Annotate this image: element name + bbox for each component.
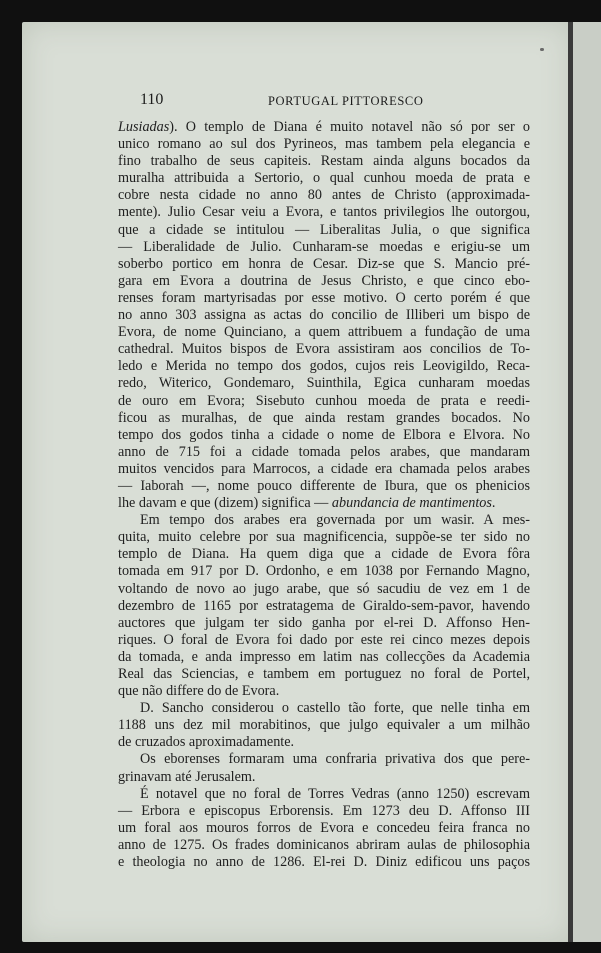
- text-line: D. Sancho considerou o castello tão forte, que nelle tinha em: [140, 700, 530, 717]
- paper-speck: [540, 48, 544, 51]
- text-line: Real das Sciencias, e tambem em portuguez no foral de Portel,: [118, 666, 530, 682]
- text-line: gara em Evora a doutrina de Jesus Christo, e que cinco ebo-: [118, 272, 530, 289]
- text-line: grinavam até Jerusalem.: [118, 768, 256, 785]
- page-header: [140, 91, 530, 111]
- page-number: 110: [140, 91, 164, 108]
- text-line: e theologia no anno de 1286. El-rei D. Diniz edificou uns paços: [118, 854, 530, 871]
- text-line: mente). Julio Cesar veiu a Evora, e tantos privilegios lhe outorgou,: [118, 204, 530, 221]
- text-line: muitos vencidos para Marrocos, a cidade era chamada pelos arabes: [118, 460, 530, 477]
- text-line: cobre nesta cidade no anno 80 antes de Christo (approximada-: [118, 187, 530, 204]
- text-line: — Iaborah —, nome pouco differente de Ibura, que os phenicios: [118, 477, 530, 494]
- text-line: fino trabalho de seus capiteis. Restam ainda alguns bocados da: [118, 153, 530, 170]
- text-line: dezembro de 1165 por estratagema de Giraldo-sem-pavor, havendo: [118, 597, 530, 614]
- text-line: ficou as muralhas, de que ainda restam grandes bocados. No: [118, 409, 530, 426]
- text-line: tomada em 917 por D. Ordonho, e em 1038 por Fernando Magno,: [118, 563, 530, 580]
- text-line: soberbo portico em honra de Cesar. Diz-se que S. Mancio pré-: [118, 255, 530, 272]
- text-line: de ouro em Evora; Sisebuto cunhou moeda de prata e reedi-: [118, 392, 530, 409]
- text-line: que a cidade se intitulou — Liberalitas Julia, o que significa: [118, 221, 530, 238]
- facing-page-edge: [573, 22, 601, 942]
- text-line: que não differe do de Evora.: [118, 683, 280, 700]
- text-line: unico romano ao sul dos Pyrineos, mas tambem pela elegancia e: [118, 136, 530, 153]
- text-line: Os eborenses formaram uma confraria privativa dos que pere-: [140, 751, 530, 768]
- text-line: 1188 uns dez mil morabitinos, que julgo equivaler a um milhão: [118, 717, 530, 734]
- text-line: anno de 1275. Os frades dominicanos abriram aulas de philosophia: [118, 836, 530, 853]
- text-line: anno de 715 foi a cidade tomada pelos arabes, que mandaram: [118, 443, 530, 460]
- text-line: no anno 303 assigna as actas do concilio de Illiberi um bispo de: [118, 307, 530, 324]
- text-line: lhe davam e que (dizem) significa — abundancia de mantimentos.: [118, 495, 496, 512]
- text-line: Lusiadas). O templo de Diana é muito notavel não só por ser o: [118, 119, 530, 135]
- body-text: [118, 119, 530, 871]
- text-line: muralha attribuida a Sertorio, o qual cunhou moeda de prata e: [118, 170, 530, 187]
- text-line: — Liberalidade de Julio. Cunharam-se moedas e erigiu-se um: [118, 238, 530, 255]
- text-line: riques. O foral de Evora foi dado por este rei cinco mezes depois: [118, 631, 530, 648]
- text-line: templo de Diana. Ha quem diga que a cidade de Evora fôra: [118, 546, 530, 563]
- text-line: auctores que julgam ter sido ganha por el-rei D. Affonso Hen-: [118, 614, 530, 631]
- text-line: da tomada, e anda impresso em latim nas collecções da Academia: [118, 648, 530, 665]
- text-line: Em tempo dos arabes era governada por um wasir. A mes-: [140, 512, 530, 529]
- text-line: quita, muito celebre por sua magnificencia, suppõe-se ter sido no: [118, 529, 530, 546]
- text-line: tempo dos godos tinha a cidade o nome de Elbora e Elvora. No: [118, 426, 530, 443]
- text-line: — Erbora e episcopus Erborensis. Em 1273 deu D. Affonso III: [118, 802, 530, 819]
- text-line: cathedral. Muitos bispos de Evora assistiram aos concilios de To-: [118, 341, 530, 358]
- text-line: Evora, de nome Quinciano, a quem attribuem a fundação de uma: [118, 324, 530, 341]
- running-title: PORTUGAL PITTORESCO: [268, 94, 424, 108]
- text-line: redo, Witerico, Gondemaro, Suinthila, Egica cunharam moedas: [118, 375, 530, 392]
- text-line: de cruzados aproximadamente.: [118, 734, 295, 751]
- text-line: um foral aos mouros forros de Evora e concedeu feira franca no: [118, 819, 530, 836]
- text-line: renses foram martyrisadas por esse motivo. O certo porém é que: [118, 289, 530, 306]
- text-line: É notavel que no foral de Torres Vedras (anno 1250) escrevam: [140, 785, 530, 802]
- text-line: voltando de novo ao jugo arabe, que só sacudiu de vez em 1 de: [118, 580, 530, 597]
- text-line: ledo e Merida no tempo dos godos, cujos reis Leovigildo, Reca-: [118, 358, 530, 375]
